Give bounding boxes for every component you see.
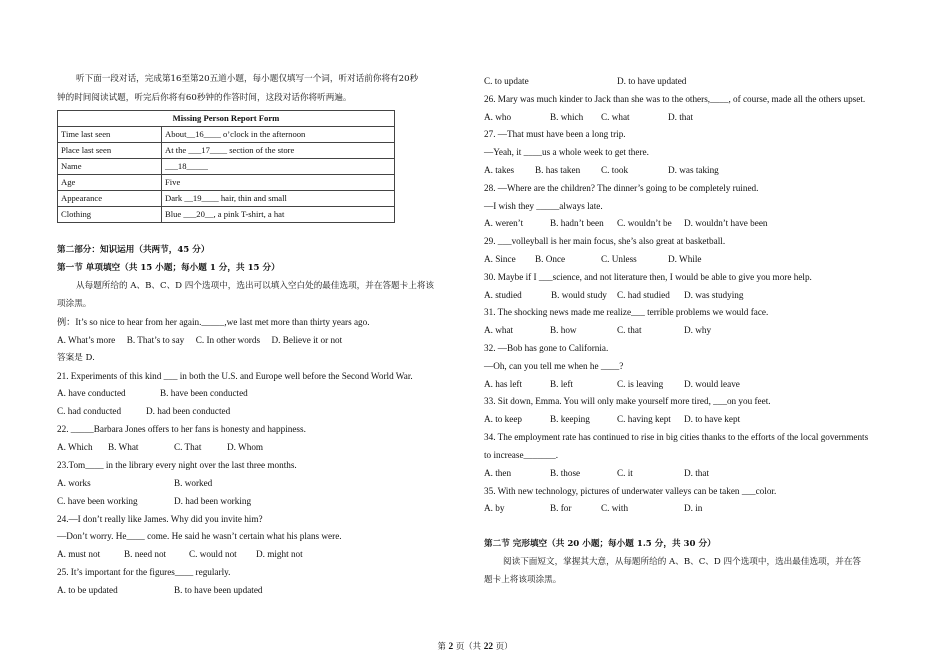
form-row: [58, 207, 395, 223]
question-32-line2: —Oh, can you tell me when he ____?: [484, 361, 624, 371]
q33-option-d: D. to have kept: [684, 414, 741, 424]
q27-option-b: B. has taken: [535, 165, 581, 175]
listening-intro-line1: 听下面一段对话，完成第16至第20五道小题，每小题仅填写一个词，听对话前你将有20秒: [76, 74, 419, 84]
q30-option-d: D. was studying: [684, 290, 744, 300]
q29-option-a: A. Since: [484, 254, 516, 264]
form-row: [58, 175, 395, 191]
q29-option-b: B. Once: [535, 254, 566, 264]
question-31: 31. The shocking news made me realize___ terrible problems we would face.: [484, 307, 769, 317]
section2-instructions-line1: 阅读下面短文，掌握其大意，从每题所给的 A、B、C、D 四个选项中，选出最佳选项，并在答: [503, 557, 862, 567]
section2-title: 第二节 完形填空（共 20 小题；每小题 1.5 分，共 30 分）: [484, 539, 716, 549]
q28-option-d: D. wouldn’t have been: [684, 218, 768, 228]
q23-option-a: A. works: [57, 478, 91, 488]
q32-option-a: A. has left: [484, 379, 523, 389]
q30-option-b: B. would study: [551, 290, 607, 300]
q25-option-a: A. to be updated: [57, 585, 118, 595]
q21-option-d: D. had been conducted: [146, 406, 231, 416]
q31-option-c: C. that: [617, 325, 642, 335]
question-23: 23.Tom____ in the library every night over the last three months.: [57, 460, 297, 470]
q33-option-a: A. to keep: [484, 414, 523, 424]
example-options: A. What’s more B. That’s to say C. In other words D. Believe it or not: [57, 335, 343, 345]
q21-option-c: C. had conducted: [57, 406, 122, 416]
q34-option-a: A. then: [484, 468, 512, 478]
q35-option-c: C. with: [601, 503, 629, 513]
q24-option-a: A. must not: [57, 549, 101, 559]
question-28-line1: 28. —Where are the children? The dinner’s going to be completely ruined.: [484, 183, 759, 193]
form-value: At the ___17____ section of the store: [162, 143, 395, 159]
q22-option-b: B. What: [108, 442, 139, 452]
q31-option-d: D. why: [684, 325, 712, 335]
question-21: 21. Experiments of this kind ___ in both the U.S. and Europe well before the Second World War.: [57, 371, 413, 381]
form-label: Clothing: [58, 207, 162, 223]
question-22: 22. _____Barbara Jones offers to her fans is honesty and happiness.: [57, 424, 306, 434]
question-25: 25. It’s important for the figures____ regularly.: [57, 567, 231, 577]
q32-option-d: D. would leave: [684, 379, 740, 389]
q26-option-b: B. which: [550, 112, 584, 122]
form-value: Dark __19____ hair, thin and small: [162, 191, 395, 207]
question-28-line2: —I wish they _____always late.: [484, 201, 603, 211]
form-value: Five: [162, 175, 395, 191]
section1-instructions-line1: 从每题所给的 A、B、C、D 四个选项中，选出可以填入空白处的最佳选项，并在答题卡上将该: [76, 281, 435, 291]
question-29: 29. ___volleyball is her main focus, she’s also great at basketball.: [484, 236, 726, 246]
q28-option-b: B. hadn’t been: [550, 218, 604, 228]
q27-option-d: D. was taking: [668, 165, 719, 175]
footer-total-pages: 22: [483, 642, 494, 652]
question-24-line1: 24.—I don’t really like James. Why did you invite him?: [57, 514, 263, 524]
question-26: 26. Mary was much kinder to Jack than she was to the others,____, of course, made all the others upset.: [484, 94, 866, 104]
q35-option-d: D. in: [684, 503, 703, 513]
question-27-line1: 27. —That must have been a long trip.: [484, 129, 626, 139]
q34-option-d: D. that: [684, 468, 710, 478]
q33-option-b: B. keeping: [550, 414, 590, 424]
footer-suffix: 页）: [493, 641, 513, 651]
q21-option-a: A. have conducted: [57, 388, 126, 398]
form-label: Age: [58, 175, 162, 191]
q31-option-a: A. what: [484, 325, 514, 335]
footer-page-number: 2: [448, 642, 454, 652]
question-32-line1: 32. —Bob has gone to California.: [484, 343, 609, 353]
form-label: Place last seen: [58, 143, 162, 159]
form-row: [58, 159, 395, 175]
q21-option-b: B. have been conducted: [160, 388, 248, 398]
form-row: [58, 127, 395, 143]
q22-option-a: A. Which: [57, 442, 93, 452]
q34-option-c: C. it: [617, 468, 633, 478]
section2-instructions-line2: 题卡上将该项涂黑。: [484, 575, 562, 585]
q25-option-b: B. to have been updated: [174, 585, 263, 595]
question-30: 30. Maybe if I ___science, and not literature then, I would be able to give you more help.: [484, 272, 812, 282]
q22-option-d: D. Whom: [227, 442, 264, 452]
example-question: 例：It’s so nice to hear from her again._____,we last met more than thirty years ago.: [57, 317, 370, 327]
q29-option-c: C. Unless: [601, 254, 637, 264]
form-title: Missing Person Report Form: [58, 111, 395, 127]
form-label: Appearance: [58, 191, 162, 207]
q33-option-c: C. having kept: [617, 414, 671, 424]
q23-option-d: D. had been working: [174, 496, 252, 506]
listening-intro-line2: 钟的时间阅读试题，听完后你将有60秒钟的作答时间，这段对话你将听两遍。: [57, 93, 352, 103]
part2-title: 第二部分：知识运用（共两节，45 分）: [57, 245, 210, 255]
form-value: About__16____ o’clock in the afternoon: [162, 127, 395, 143]
q26-option-c: C. what: [601, 112, 630, 122]
q34-option-b: B. those: [550, 468, 581, 478]
page-footer: [0, 640, 950, 652]
question-35: 35. With new technology, pictures of underwater valleys can be taken ___color.: [484, 486, 777, 496]
q24-option-d: D. might not: [256, 549, 303, 559]
footer-middle: 页（共: [453, 641, 484, 651]
q23-option-b: B. worked: [174, 478, 213, 488]
q26-option-a: A. who: [484, 112, 512, 122]
q25-option-c: C. to update: [484, 76, 529, 86]
question-24-line2: —Don’t worry. He____ come. He said he wasn’t certain what his plans were.: [57, 531, 342, 541]
form-value: ___18_____: [162, 159, 395, 175]
example-answer: 答案是 D.: [57, 353, 95, 363]
section1-title: 第一节 单项填空（共 15 小题；每小题 1 分，共 15 分）: [57, 263, 280, 273]
q35-option-b: B. for: [550, 503, 572, 513]
question-27-line2: —Yeah, it ____us a whole week to get there.: [484, 147, 649, 157]
missing-person-report-form: [57, 110, 395, 223]
form-label: Name: [58, 159, 162, 175]
q28-option-c: C. wouldn’t be: [617, 218, 672, 228]
q28-option-a: A. weren’t: [484, 218, 524, 228]
q29-option-d: D. While: [668, 254, 702, 264]
q30-option-a: A. studied: [484, 290, 522, 300]
q32-option-c: C. is leaving: [617, 379, 664, 389]
q26-option-d: D. that: [668, 112, 694, 122]
form-row: [58, 143, 395, 159]
form-row: [58, 191, 395, 207]
question-34-line1: 34. The employment rate has continued to rise in big cities thanks to the efforts of the local governments: [484, 432, 869, 442]
q22-option-c: C. That: [174, 442, 202, 452]
question-33: 33. Sit down, Emma. You will only make yourself more tired, ___on you feet.: [484, 396, 771, 406]
q27-option-c: C. took: [601, 165, 629, 175]
q25-option-d: D. to have updated: [617, 76, 687, 86]
q27-option-a: A. takes: [484, 165, 515, 175]
q24-option-b: B. need not: [124, 549, 167, 559]
footer-prefix: 第: [437, 641, 449, 651]
q24-option-c: C. would not: [189, 549, 237, 559]
q30-option-c: C. had studied: [617, 290, 670, 300]
q31-option-b: B. how: [550, 325, 577, 335]
q35-option-a: A. by: [484, 503, 505, 513]
q23-option-c: C. have been working: [57, 496, 138, 506]
section1-instructions-line2: 项涂黑。: [57, 299, 92, 309]
question-34-line2: to increase_______.: [484, 450, 558, 460]
form-label: Time last seen: [58, 127, 162, 143]
q32-option-b: B. left: [550, 379, 573, 389]
form-value: Blue ___20__, a pink T-shirt, a hat: [162, 207, 395, 223]
